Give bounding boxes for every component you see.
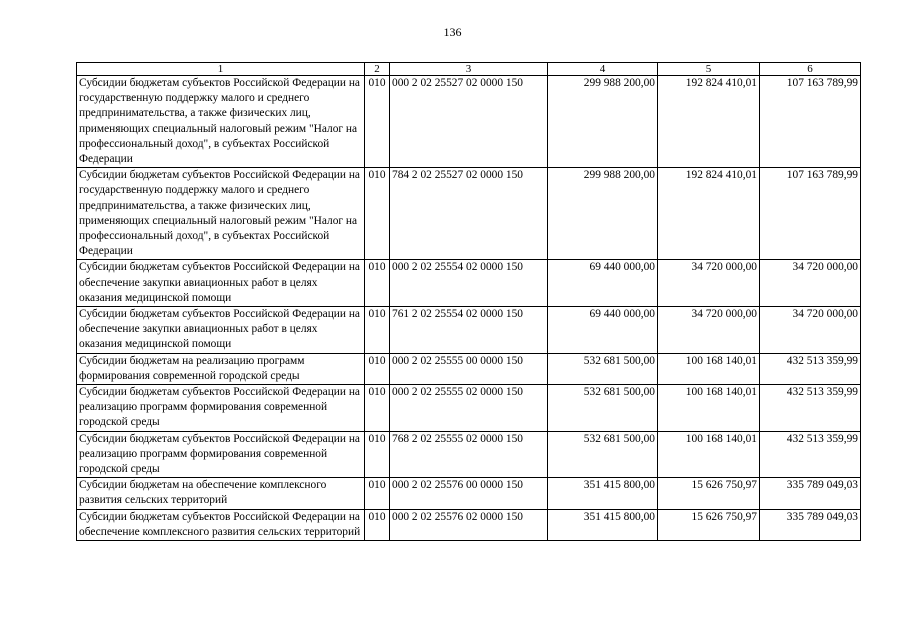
table-body bbox=[77, 76, 861, 541]
row-executed-cell: 100 168 140,01 bbox=[658, 353, 760, 384]
page-number: 136 bbox=[443, 25, 462, 39]
table-row bbox=[77, 385, 861, 432]
row-name-cell: Субсидии бюджетам на обеспечение комплексного развития сельских территорий bbox=[77, 478, 365, 509]
table-row bbox=[77, 353, 861, 384]
column-header-4: 4 bbox=[548, 63, 658, 76]
column-header-2: 2 bbox=[365, 63, 390, 76]
row-code-cell: 010 bbox=[365, 385, 390, 432]
row-plan-cell: 351 415 800,00 bbox=[548, 509, 658, 540]
row-executed-cell: 100 168 140,01 bbox=[658, 385, 760, 432]
row-name-cell: Субсидии бюджетам субъектов Российской Федерации на обеспечение закупки авиационных работ в целях оказания медицинской помощи bbox=[77, 307, 365, 354]
row-name-cell: Субсидии бюджетам субъектов Российской Федерации на государственную поддержку малого и среднего предпринимательства, а также физических лиц, применяющих специальный налоговый режим "Налог на профессиональный доход", в субъектах Российской Федерации bbox=[77, 168, 365, 260]
row-code-cell: 010 bbox=[365, 478, 390, 509]
table-row bbox=[77, 260, 861, 307]
row-remaining-cell: 107 163 789,99 bbox=[760, 76, 861, 168]
row-plan-cell: 69 440 000,00 bbox=[548, 260, 658, 307]
table-row bbox=[77, 76, 861, 168]
row-executed-cell: 192 824 410,01 bbox=[658, 168, 760, 260]
column-header-1: 1 bbox=[77, 63, 365, 76]
row-plan-cell: 69 440 000,00 bbox=[548, 307, 658, 354]
row-kbk-cell: 000 2 02 25554 02 0000 150 bbox=[390, 260, 548, 307]
row-executed-cell: 15 626 750,97 bbox=[658, 478, 760, 509]
row-remaining-cell: 34 720 000,00 bbox=[760, 260, 861, 307]
table-row bbox=[77, 478, 861, 509]
row-kbk-cell: 768 2 02 25555 02 0000 150 bbox=[390, 431, 548, 478]
row-kbk-cell: 000 2 02 25527 02 0000 150 bbox=[390, 76, 548, 168]
row-plan-cell: 532 681 500,00 bbox=[548, 353, 658, 384]
row-executed-cell: 192 824 410,01 bbox=[658, 76, 760, 168]
row-remaining-cell: 335 789 049,03 bbox=[760, 509, 861, 540]
table-row bbox=[77, 307, 861, 354]
row-plan-cell: 532 681 500,00 bbox=[548, 431, 658, 478]
table-row bbox=[77, 168, 861, 260]
row-remaining-cell: 107 163 789,99 bbox=[760, 168, 861, 260]
row-remaining-cell: 432 513 359,99 bbox=[760, 385, 861, 432]
row-code-cell: 010 bbox=[365, 431, 390, 478]
row-executed-cell: 34 720 000,00 bbox=[658, 307, 760, 354]
row-code-cell: 010 bbox=[365, 168, 390, 260]
row-kbk-cell: 000 2 02 25576 02 0000 150 bbox=[390, 509, 548, 540]
row-kbk-cell: 000 2 02 25576 00 0000 150 bbox=[390, 478, 548, 509]
table-row bbox=[77, 509, 861, 540]
row-code-cell: 010 bbox=[365, 353, 390, 384]
column-header-3: 3 bbox=[390, 63, 548, 76]
row-plan-cell: 351 415 800,00 bbox=[548, 478, 658, 509]
row-name-cell: Субсидии бюджетам субъектов Российской Федерации на государственную поддержку малого и среднего предпринимательства, а также физических лиц, применяющих специальный налоговый режим "Налог на профессиональный доход", в субъектах Российской Федерации bbox=[77, 76, 365, 168]
column-header-6: 6 bbox=[760, 63, 861, 76]
row-code-cell: 010 bbox=[365, 307, 390, 354]
row-remaining-cell: 432 513 359,99 bbox=[760, 431, 861, 478]
row-code-cell: 010 bbox=[365, 260, 390, 307]
row-name-cell: Субсидии бюджетам субъектов Российской Федерации на реализацию программ формирования современной городской среды bbox=[77, 385, 365, 432]
row-name-cell: Субсидии бюджетам субъектов Российской Федерации на реализацию программ формирования современной городской среды bbox=[77, 431, 365, 478]
row-plan-cell: 299 988 200,00 bbox=[548, 76, 658, 168]
row-remaining-cell: 34 720 000,00 bbox=[760, 307, 861, 354]
row-name-cell: Субсидии бюджетам субъектов Российской Федерации на обеспечение закупки авиационных работ в целях оказания медицинской помощи bbox=[77, 260, 365, 307]
row-name-cell: Субсидии бюджетам на реализацию программ формирования современной городской среды bbox=[77, 353, 365, 384]
row-executed-cell: 15 626 750,97 bbox=[658, 509, 760, 540]
table-row bbox=[77, 431, 861, 478]
row-kbk-cell: 761 2 02 25554 02 0000 150 bbox=[390, 307, 548, 354]
row-executed-cell: 100 168 140,01 bbox=[658, 431, 760, 478]
row-kbk-cell: 000 2 02 25555 00 0000 150 bbox=[390, 353, 548, 384]
row-plan-cell: 532 681 500,00 bbox=[548, 385, 658, 432]
row-name-cell: Субсидии бюджетам субъектов Российской Федерации на обеспечение комплексного развития сельских территорий bbox=[77, 509, 365, 540]
row-code-cell: 010 bbox=[365, 509, 390, 540]
row-plan-cell: 299 988 200,00 bbox=[548, 168, 658, 260]
budget-table bbox=[76, 62, 861, 541]
row-remaining-cell: 335 789 049,03 bbox=[760, 478, 861, 509]
row-kbk-cell: 000 2 02 25555 02 0000 150 bbox=[390, 385, 548, 432]
row-kbk-cell: 784 2 02 25527 02 0000 150 bbox=[390, 168, 548, 260]
column-header-5: 5 bbox=[658, 63, 760, 76]
row-remaining-cell: 432 513 359,99 bbox=[760, 353, 861, 384]
row-executed-cell: 34 720 000,00 bbox=[658, 260, 760, 307]
row-code-cell: 010 bbox=[365, 76, 390, 168]
header-row bbox=[77, 63, 861, 76]
